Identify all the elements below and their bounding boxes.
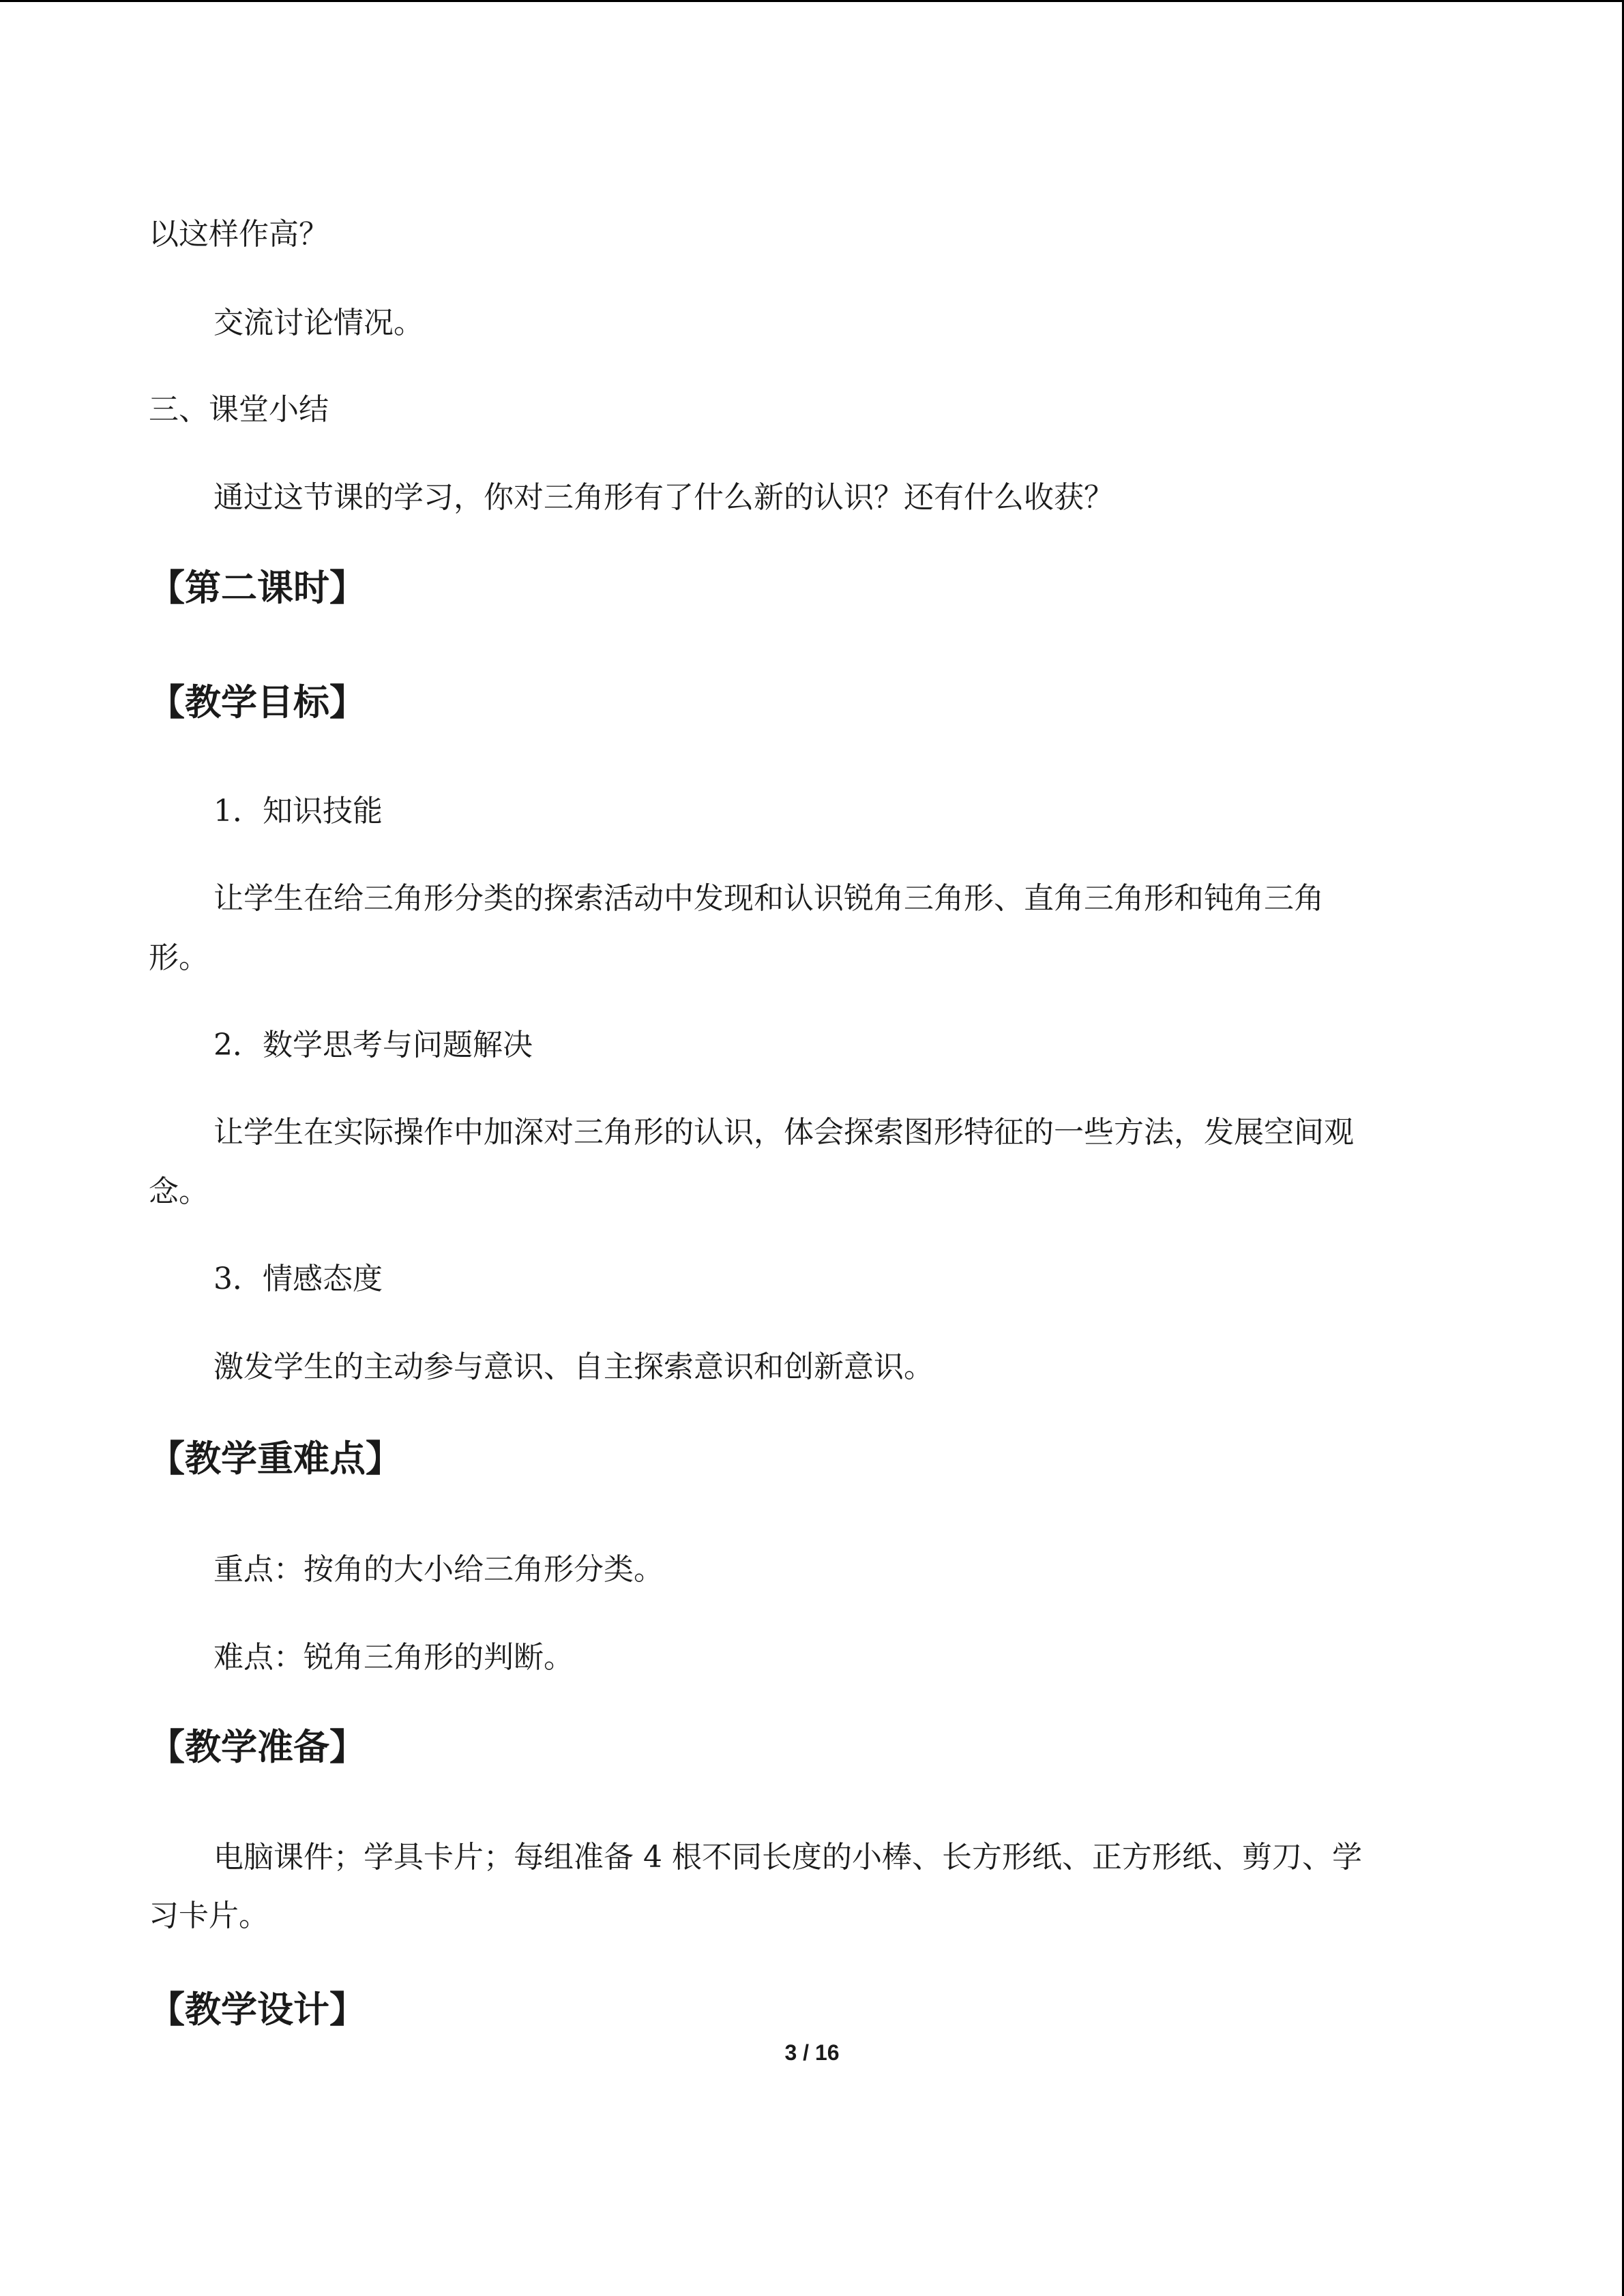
page-border-top	[0, 0, 1624, 2]
difficult-point-text: 难点：锐角三角形的判断。	[213, 1640, 574, 1675]
text-line-discussion: 交流讨论情况。	[213, 305, 424, 340]
heading-second-lesson: 【第二课时】	[149, 567, 366, 609]
goal-3-title: 3．情感态度	[213, 1262, 383, 1296]
preparation-text-line-1: 电脑课件；学具卡片；每组准备 4 根不同长度的小棒、长方形纸、正方形纸、剪刀、学	[213, 1840, 1362, 1875]
text-line-summary-question: 通过这节课的学习，你对三角形有了什么新的认识？还有什么收获？	[213, 480, 1114, 515]
goal-1-text-line-1: 让学生在给三角形分类的探索活动中发现和认识锐角三角形、直角三角形和钝角三角	[213, 881, 1324, 916]
goal-3-text: 激发学生的主动参与意识、自主探索意识和创新意识。	[213, 1350, 934, 1384]
section-summary-title: 三、课堂小结	[149, 392, 329, 427]
heading-teaching-goals: 【教学目标】	[149, 682, 366, 724]
goal-1-text-line-2: 形。	[149, 940, 209, 975]
goal-2-text-line-2: 念。	[149, 1174, 209, 1209]
goal-2-title: 2．数学思考与问题解决	[213, 1028, 533, 1062]
page-number: 3 / 16	[784, 2040, 840, 2065]
text-line-continuation: 以这样作高？	[149, 217, 329, 252]
heading-teaching-preparation: 【教学准备】	[149, 1727, 366, 1768]
goal-1-title: 1．知识技能	[213, 794, 383, 829]
heading-teaching-design: 【教学设计】	[149, 1989, 366, 2031]
heading-key-difficult-points: 【教学重难点】	[149, 1438, 402, 1480]
preparation-text-line-2: 习卡片。	[149, 1898, 269, 1933]
key-point-text: 重点：按角的大小给三角形分类。	[213, 1552, 664, 1587]
goal-2-text-line-1: 让学生在实际操作中加深对三角形的认识，体会探索图形特征的一些方法，发展空间观	[213, 1115, 1354, 1150]
